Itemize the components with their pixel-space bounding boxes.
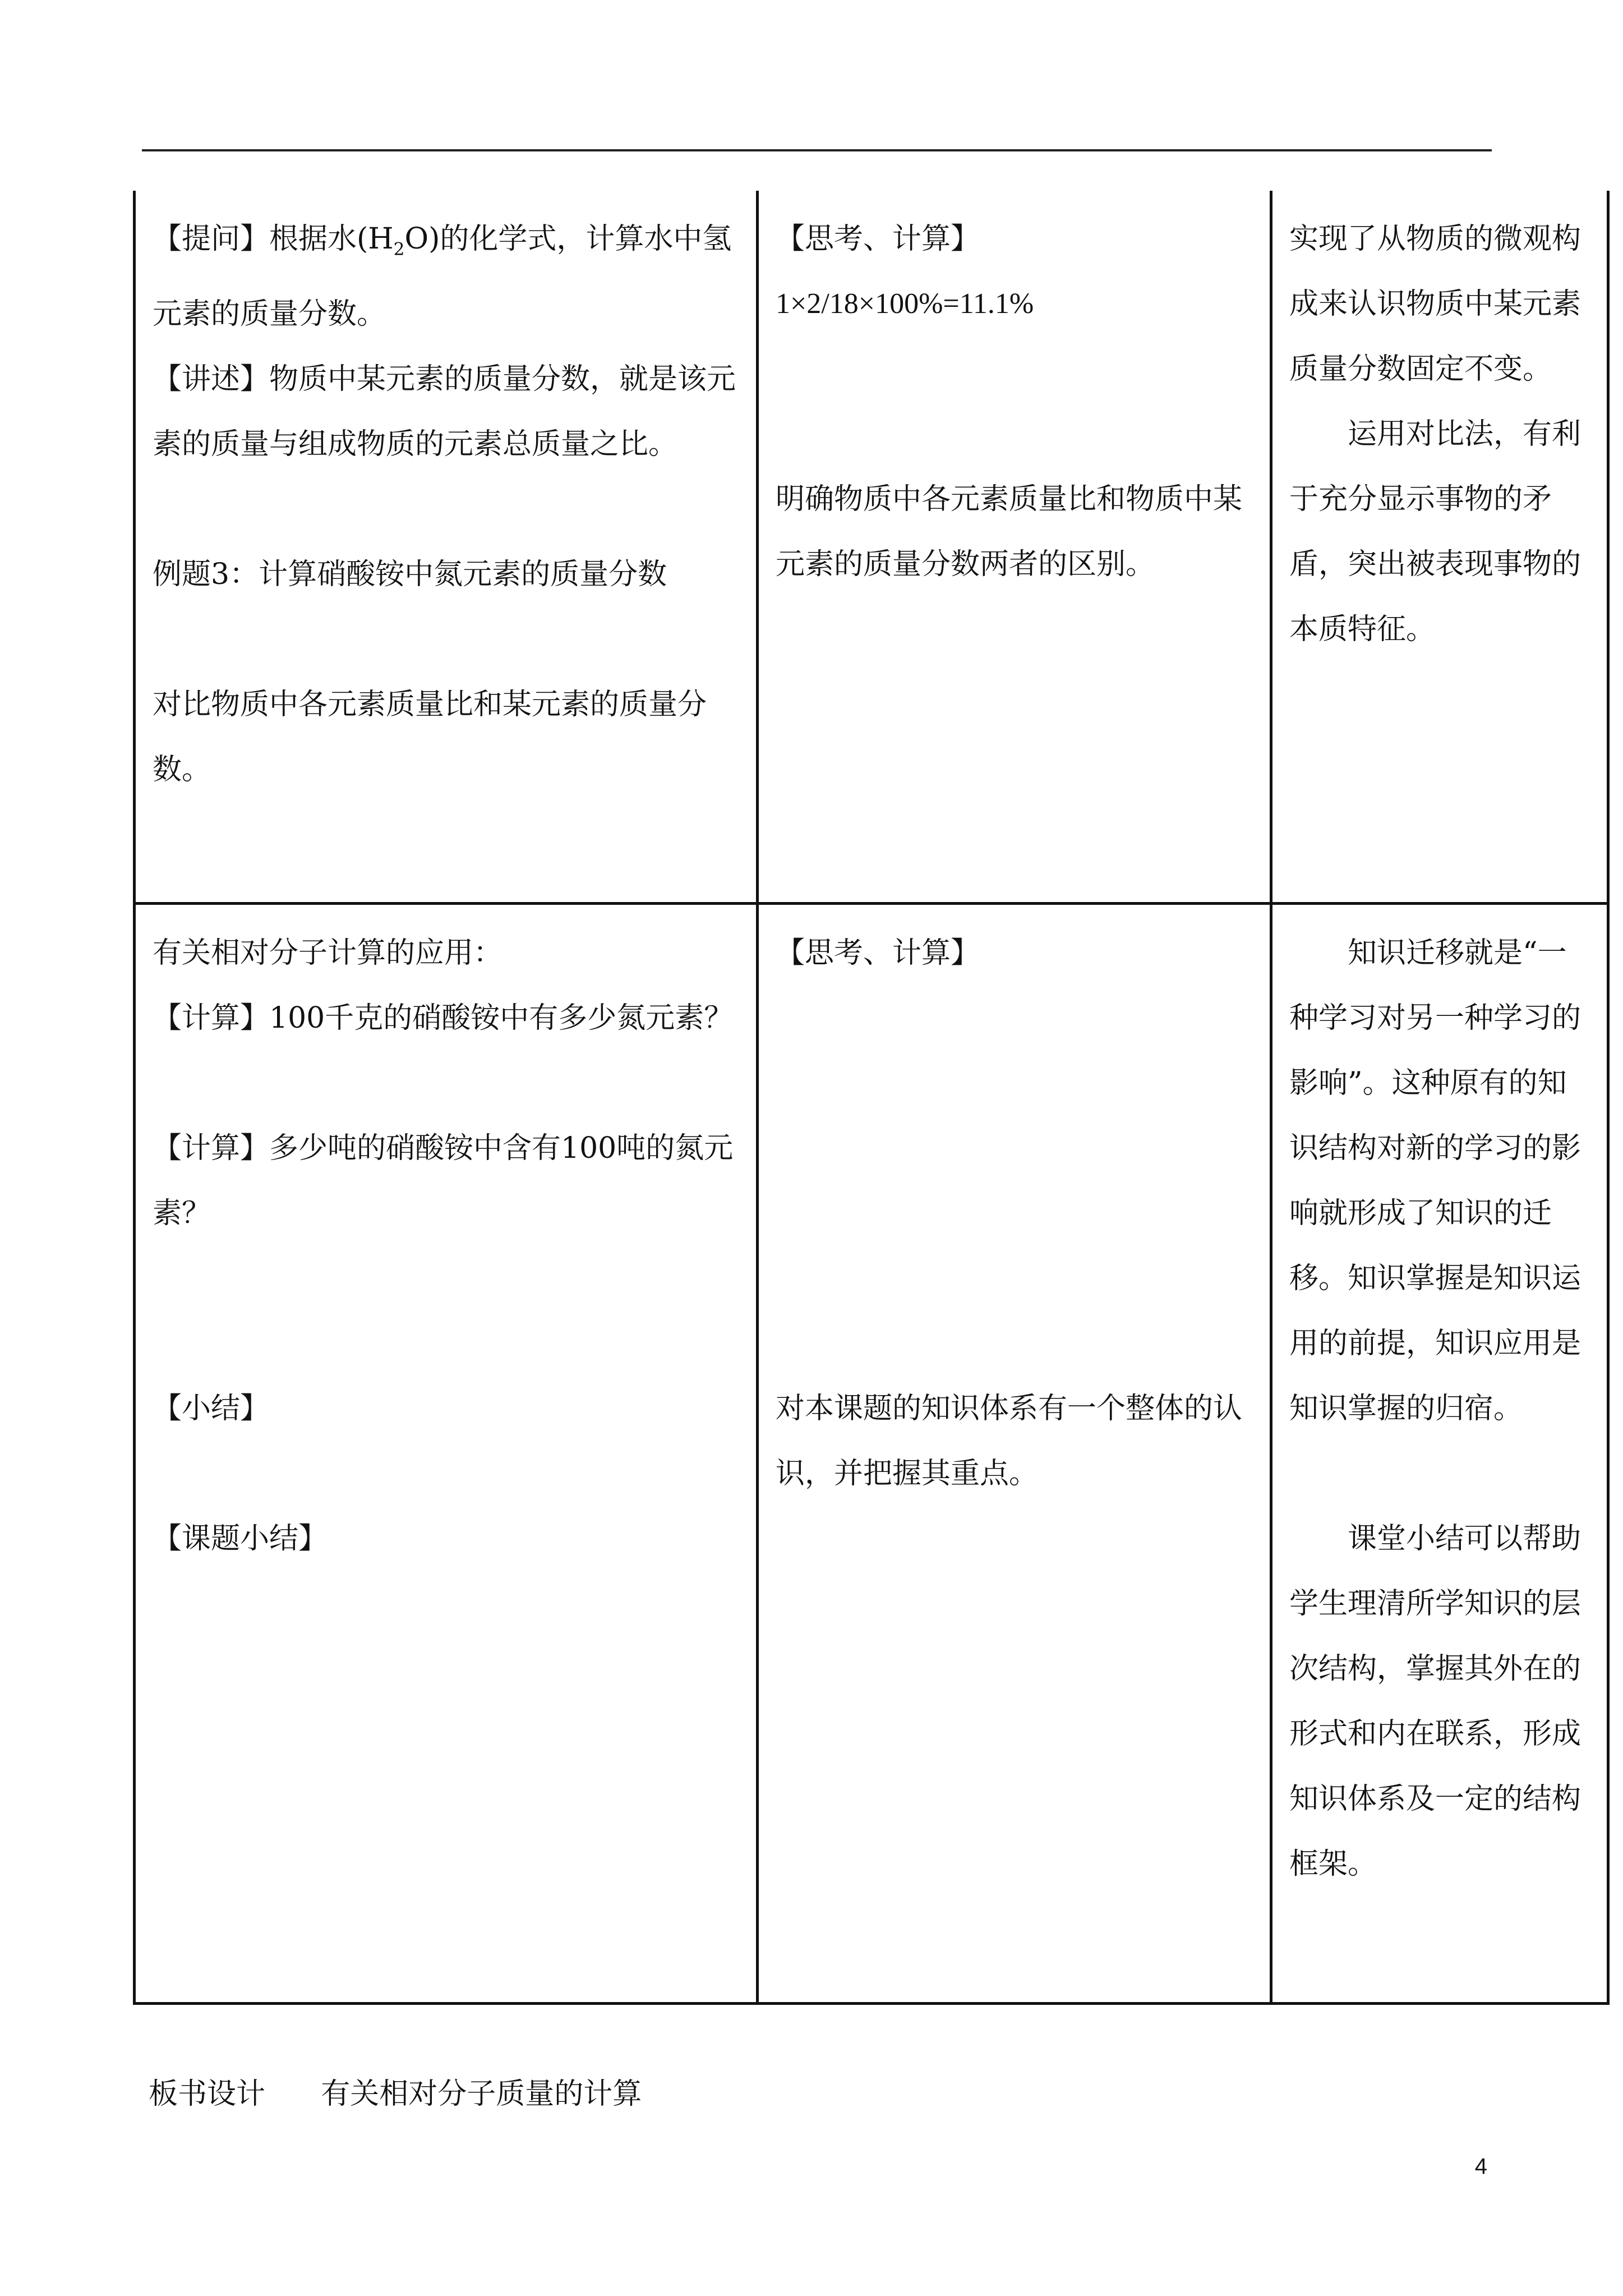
topic-summary-label: 【课题小结】 bbox=[153, 1522, 328, 1556]
spacer bbox=[776, 1246, 1255, 1311]
spacer bbox=[776, 1311, 1255, 1376]
clarify-paragraph: 明确物质中各元素质量比和物质中某元素的质量分数两者的区别。 bbox=[776, 482, 1243, 581]
design-intent-cell bbox=[1271, 904, 1608, 2004]
summary-label: 【小结】 bbox=[153, 1392, 270, 1425]
lesson-plan-table bbox=[133, 191, 1610, 2005]
spacer bbox=[153, 607, 741, 672]
spacer bbox=[776, 337, 1255, 402]
calculation-1: 【计算】100千克的硝酸铵中有多少氮元素？ bbox=[153, 1001, 734, 1035]
spacer bbox=[153, 477, 741, 542]
formula: 1×2/18×100%=11.1% bbox=[776, 288, 1034, 320]
table-row bbox=[135, 191, 1608, 904]
page-number: 4 bbox=[1474, 2154, 1487, 2179]
spacer bbox=[153, 1311, 741, 1376]
application-intro: 有关相对分子计算的应用： bbox=[153, 936, 503, 970]
spacer bbox=[776, 986, 1255, 1051]
think-calc-label: 【思考、计算】 bbox=[776, 222, 980, 256]
summary-paragraph: 对本课题的知识体系有一个整体的认识，并把握其重点。 bbox=[776, 1392, 1243, 1490]
design-intent-cell bbox=[1271, 191, 1608, 904]
board-design-line bbox=[149, 2070, 642, 2112]
spacer bbox=[776, 1181, 1255, 1246]
student-activity-cell bbox=[758, 191, 1271, 904]
intent-note: 知识迁移就是“一种学习对另一种学习的影响”。这种原有的知识结构对新的学习的影响就形成了知识的迁移。知识掌握是知识运用的前提，知识应用是知识掌握的归宿。 bbox=[1289, 936, 1581, 1425]
spacer bbox=[153, 1441, 741, 1506]
think-calc-label: 【思考、计算】 bbox=[776, 936, 980, 970]
teacher-activity-cell bbox=[135, 904, 758, 2004]
student-activity-cell bbox=[758, 904, 1271, 2004]
spacer bbox=[153, 1246, 741, 1311]
calculation-2: 【计算】多少吨的硝酸铵中含有100吨的氮元素？ bbox=[153, 1131, 734, 1230]
spacer bbox=[776, 1116, 1255, 1181]
spacer bbox=[1289, 1441, 1592, 1506]
board-design-label: 板书设计 bbox=[149, 2077, 266, 2111]
question-paragraph: 【提问】根据水$(H_2O)$的化学式，计算水中氢元素的质量分数。 bbox=[153, 222, 732, 332]
intent-note: 实现了从物质的微观构成来认识物质中某元素质量分数固定不变。 bbox=[1289, 222, 1581, 386]
intent-note: 运用对比法，有利于充分显示事物的矛盾，突出被表现事物的本质特征。 bbox=[1289, 417, 1581, 646]
board-design-title: 有关相对分子质量的计算 bbox=[321, 2077, 642, 2111]
spacer bbox=[153, 1051, 741, 1116]
table-row bbox=[135, 904, 1608, 2004]
teacher-activity-cell bbox=[135, 191, 758, 904]
spacer bbox=[776, 1051, 1255, 1116]
header-rule bbox=[142, 149, 1492, 151]
example-3: 例题3：计算硝酸铵中氮元素的质量分数 bbox=[153, 558, 667, 592]
narration-paragraph: 【讲述】物质中某元素的质量分数，就是该元素的质量与组成物质的元素总质量之比。 bbox=[153, 362, 736, 462]
comparison-paragraph: 对比物质中各元素质量比和某元素的质量分数。 bbox=[153, 688, 707, 787]
intent-note: 课堂小结可以帮助学生理清所学知识的层次结构，掌握其外在的形式和内在联系，形成知识体系及一定的结构框架。 bbox=[1289, 1522, 1581, 1881]
spacer bbox=[776, 402, 1255, 467]
